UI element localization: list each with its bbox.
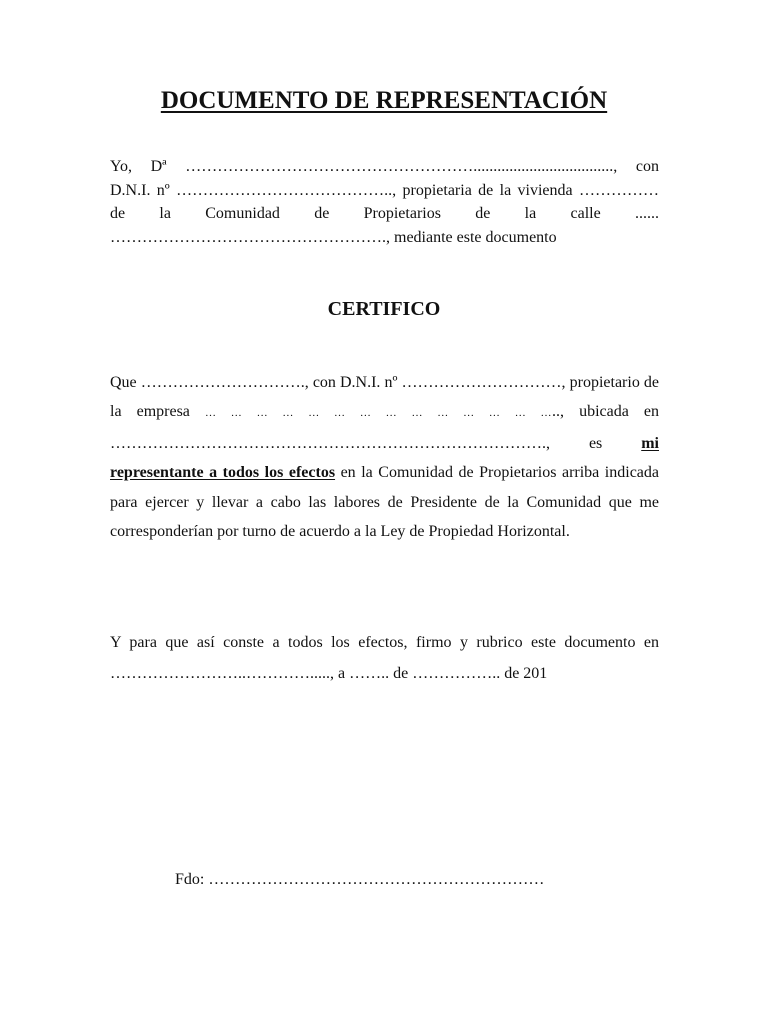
certification-paragraph — [110, 368, 659, 546]
certification-text-part-2: .., ubicada en ………………………………………………………………………., es — [110, 403, 660, 452]
closing-paragraph: Y para que así conste a todos los efectos, firmo y rubrico este documento en ……………………..…………....., a …….. de …………….. de 201 — [110, 634, 659, 682]
signature-line: Fdo: ……………………………………………………… — [175, 871, 545, 888]
document-title: DOCUMENTO DE REPRESENTACIÓN — [160, 87, 608, 114]
intro-text: Yo, Dª ………………………………………………..................................., con D.N.I. nº ………………………………….., propietaria de la vivienda …………… de la Comunidad de Propietarios de la calle ...... ……………………………………………., mediante este documento — [110, 158, 659, 246]
certifico-heading: CERTIFICO — [327, 298, 441, 320]
certification-text-part-3: en la Comunidad de Propietarios arriba indicada para ejercer y llevar a cabo las labores de Presidente de la Comunidad que me corresponderían por turno de acuerdo a la Ley de Propiedad Horizontal. — [110, 464, 659, 541]
representative-emphasis: mi representante a todos los efectos — [110, 434, 659, 482]
intro-paragraph — [110, 155, 659, 249]
company-name-blank: … … … … … … … … … … … … … … — [204, 407, 553, 420]
certification-text-part-1: Que …………………………., con D.N.I. nº …………………………, propietario de la empresa — [110, 374, 659, 421]
